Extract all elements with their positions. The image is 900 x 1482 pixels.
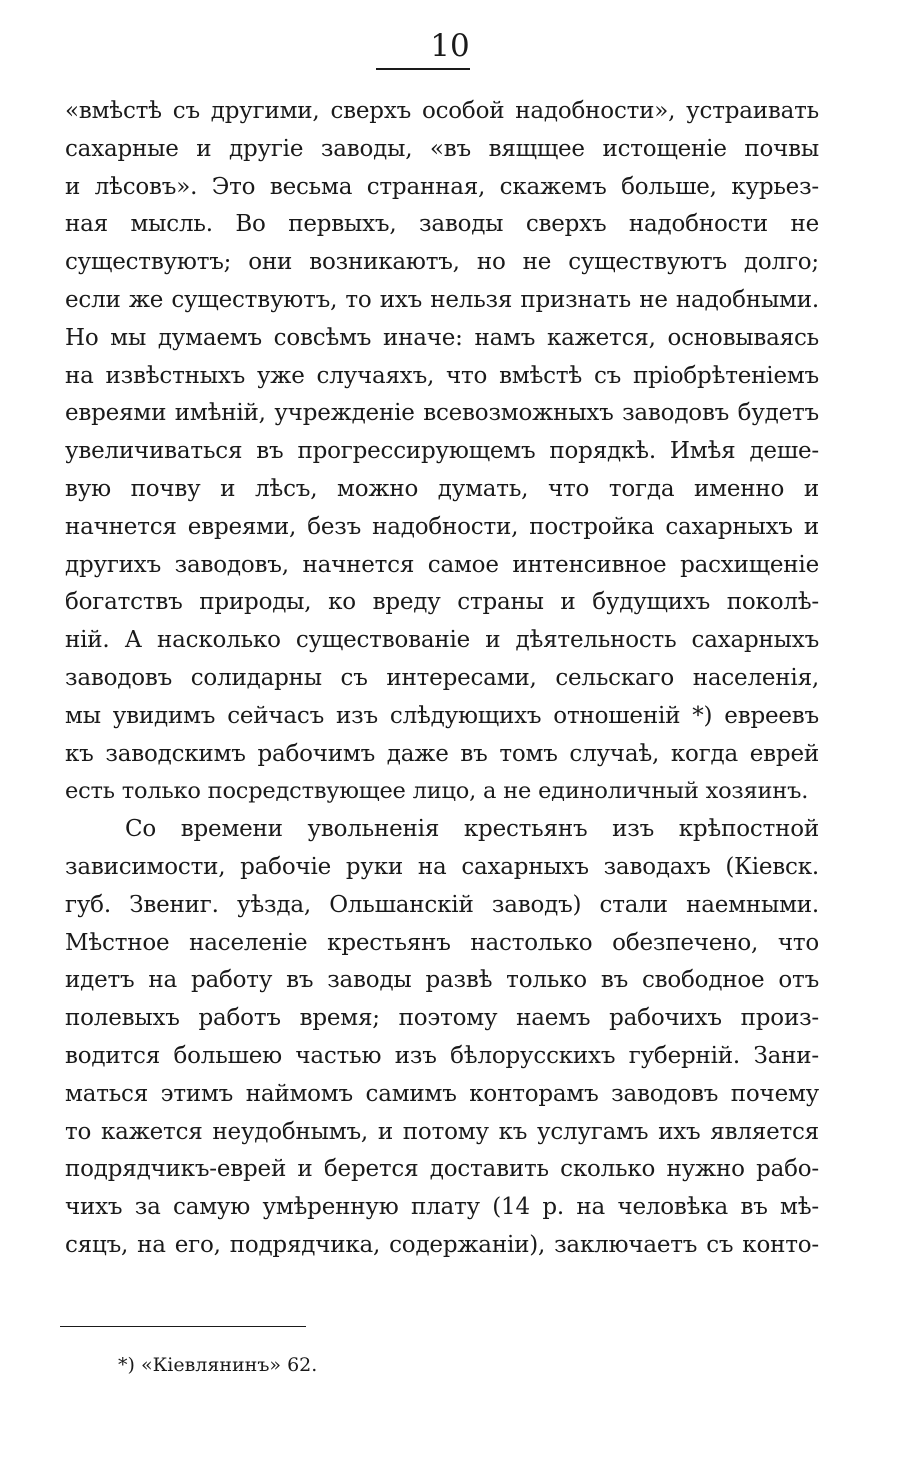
text-line: ная мысль. Во первыхъ, заводы сверхъ надобности не — [65, 211, 819, 238]
text-line: зависимости, рабочіе руки на сахарныхъ заводахъ (Кіевск. — [65, 853, 819, 880]
text-line: то кажется неудобнымъ, и потому къ услугамъ ихъ является — [65, 1118, 819, 1145]
text-line: богатствъ природы, ко вреду страны и будущихъ поколѣ- — [65, 589, 819, 616]
text-line: существуютъ; они возникаютъ, но не существуютъ долго; — [65, 249, 819, 276]
text-line: чихъ за самую умѣренную плату (14 р. на человѣка въ мѣ- — [65, 1194, 819, 1221]
text-line: маться этимъ наймомъ самимъ конторамъ заводовъ почему — [65, 1080, 819, 1107]
text-line: и лѣсовъ». Это весьма странная, скажемъ больше, курьез- — [65, 173, 819, 200]
header-rule — [376, 68, 470, 70]
text-line: заводовъ солидарны съ интересами, сельскаго населенія, — [65, 664, 819, 691]
text-line: «вмѣстѣ съ другими, сверхъ особой надобности», устраивать — [65, 98, 819, 124]
page-number: 10 — [430, 28, 470, 64]
footnote-rule — [60, 1326, 306, 1327]
text-line: другихъ заводовъ, начнется самое интенсивное расхищеніе — [65, 551, 819, 578]
text-line: ній. А насколько существованіе и дѣятельность сахарныхъ — [65, 627, 819, 654]
text-line: Мѣстное населеніе крестьянъ настолько обезпечено, что — [65, 929, 819, 956]
footnote: *) «Кіевлянинъ» 62. — [118, 1354, 318, 1376]
text-line: водится большею частью изъ бѣлорусскихъ губерній. Зани- — [65, 1042, 819, 1069]
text-line: Но мы думаемъ совсѣмъ иначе: намъ кажется, основываясь — [65, 324, 819, 351]
text-line: евреями имѣній, учрежденіе всевозможныхъ заводовъ будетъ — [65, 400, 819, 427]
text-line: начнется евреями, безъ надобности, постройка сахарныхъ и — [65, 513, 819, 540]
text-line: увеличиваться въ прогрессирующемъ порядкѣ. Имѣя деше- — [65, 438, 819, 465]
text-line: полевыхъ работъ время; поэтому наемъ рабочихъ произ- — [65, 1005, 819, 1032]
text-line: къ заводскимъ рабочимъ даже въ томъ случаѣ, когда еврей — [65, 740, 819, 767]
text-line: сяцъ, на его, подрядчика, содержаніи), заключаетъ съ конто- — [65, 1231, 819, 1258]
text-line: губ. Звениг. уѣзда, Ольшанскій заводъ) стали наемными. — [65, 891, 819, 918]
text-line: если же существуютъ, то ихъ нельзя признать не надобными. — [65, 286, 819, 313]
text-line: сахарные и другіе заводы, «въ вящщее истощеніе почвы — [65, 135, 819, 162]
text-line: на извѣстныхъ уже случаяхъ, что вмѣстѣ съ пріобрѣтеніемъ — [65, 362, 819, 389]
text-line: есть только посредствующее лицо, а не единоличный хозяинъ. — [65, 778, 809, 805]
text-line: вую почву и лѣсъ, можно думать, что тогда именно и — [65, 475, 819, 502]
text-line: идетъ на работу въ заводы развѣ только въ свободное отъ — [65, 967, 819, 994]
text-line: мы увидимъ сейчасъ изъ слѣдующихъ отношеній *) евреевъ — [65, 702, 819, 729]
text-line: подрядчикъ-еврей и берется доставить сколько нужно рабо- — [65, 1156, 819, 1183]
body-text — [65, 93, 819, 1265]
text-line: Со времени увольненія крестьянъ изъ крѣпостной — [125, 816, 819, 843]
